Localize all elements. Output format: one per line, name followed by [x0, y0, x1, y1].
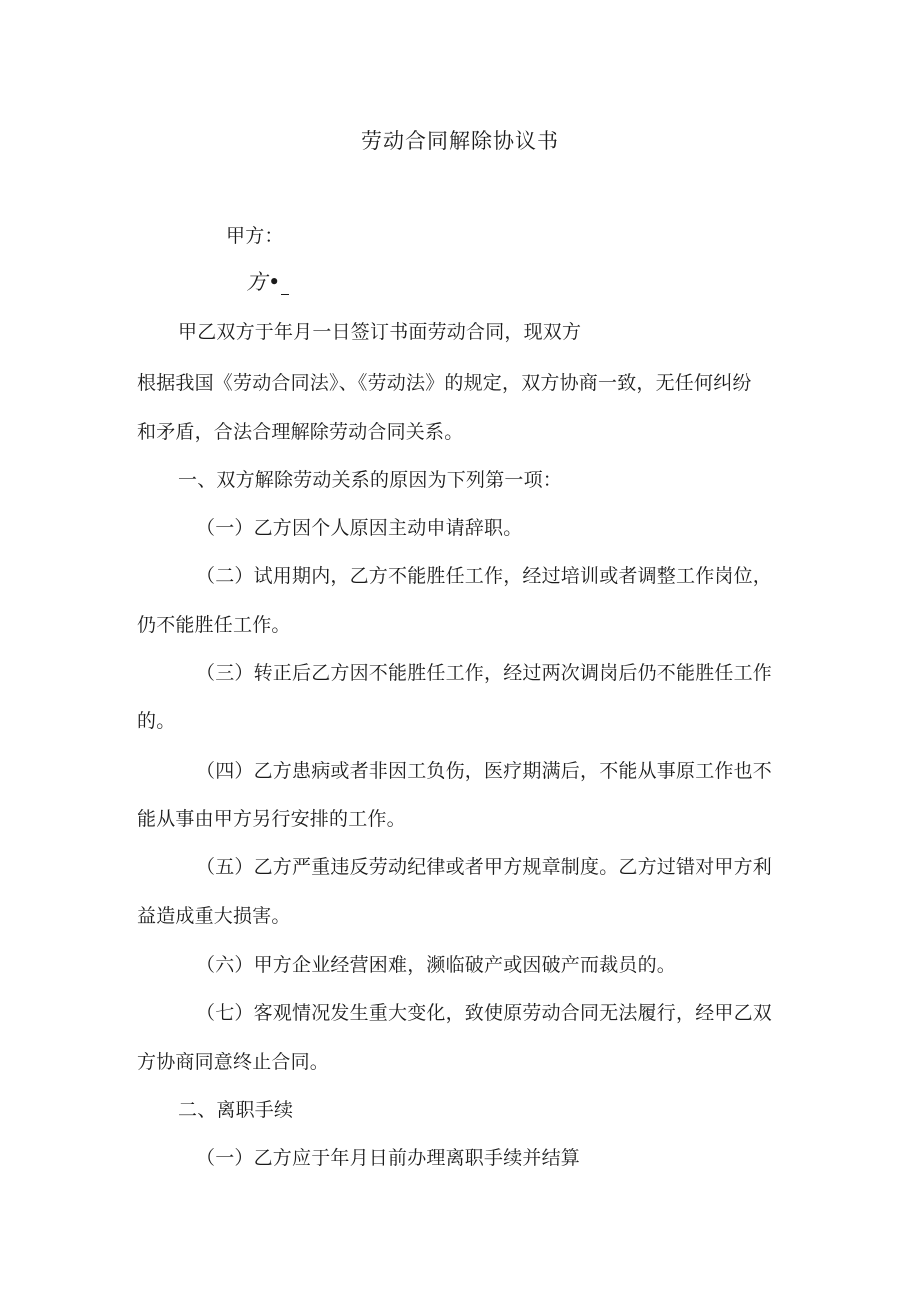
section1-item-3-line-2: 的。 — [137, 710, 176, 732]
party-a-label: 甲方： — [226, 225, 284, 247]
section1-item-6: （六）甲方企业经营困难，濒临破产或因破产而裁员的。 — [196, 954, 677, 976]
intro-line-1: 甲乙双方于年月一日签订书面劳动合同，现双方 — [178, 321, 582, 343]
party-b-blank — [281, 276, 289, 295]
section1-item-2-line-1: （二）试用期内，乙方不能胜任工作，经过培训或者调整工作岗位， — [196, 565, 773, 587]
intro-line-3: 和矛盾，合法合理解除劳动合同关系。 — [137, 421, 464, 443]
party-b-label: 方• — [246, 270, 282, 294]
section1-item-5-line-2: 益造成重大损害。 — [137, 905, 291, 927]
section1-heading: 一、双方解除劳动关系的原因为下列第一项： — [178, 469, 563, 491]
intro-line-2: 根据我国《劳动合同法》、《劳动法》的规定，双方协商一致，无任何纠纷 — [137, 372, 752, 394]
section1-item-2-line-2: 仍不能胜任工作。 — [137, 614, 291, 636]
party-b-line — [246, 270, 289, 295]
section1-item-5-line-1: （五）乙方严重违反劳动纪律或者甲方规章制度。乙方过错对甲方利 — [196, 856, 773, 878]
section1-item-1: （一）乙方因个人原因主动申请辞职。 — [196, 517, 523, 539]
document-title: 劳动合同解除协议书 — [361, 129, 559, 153]
section1-item-4-line-1: （四）乙方患病或者非因工负伤，医疗期满后，不能从事原工作也不 — [196, 760, 773, 782]
section1-item-4-line-2: 能从事由甲方另行安排的工作。 — [137, 808, 406, 830]
section1-item-7-line-1: （七）客观情况发生重大变化，致使原劳动合同无法履行，经甲乙双 — [196, 1002, 773, 1024]
section1-item-3-line-1: （三）转正后乙方因不能胜任工作，经过两次调岗后仍不能胜任工作 — [196, 662, 773, 684]
section2-item-1: （一）乙方应于年月日前办理离职手续并结算 — [196, 1147, 581, 1169]
section1-item-7-line-2: 方协商同意终止合同。 — [137, 1051, 330, 1073]
section2-heading: 二、离职手续 — [178, 1099, 294, 1121]
